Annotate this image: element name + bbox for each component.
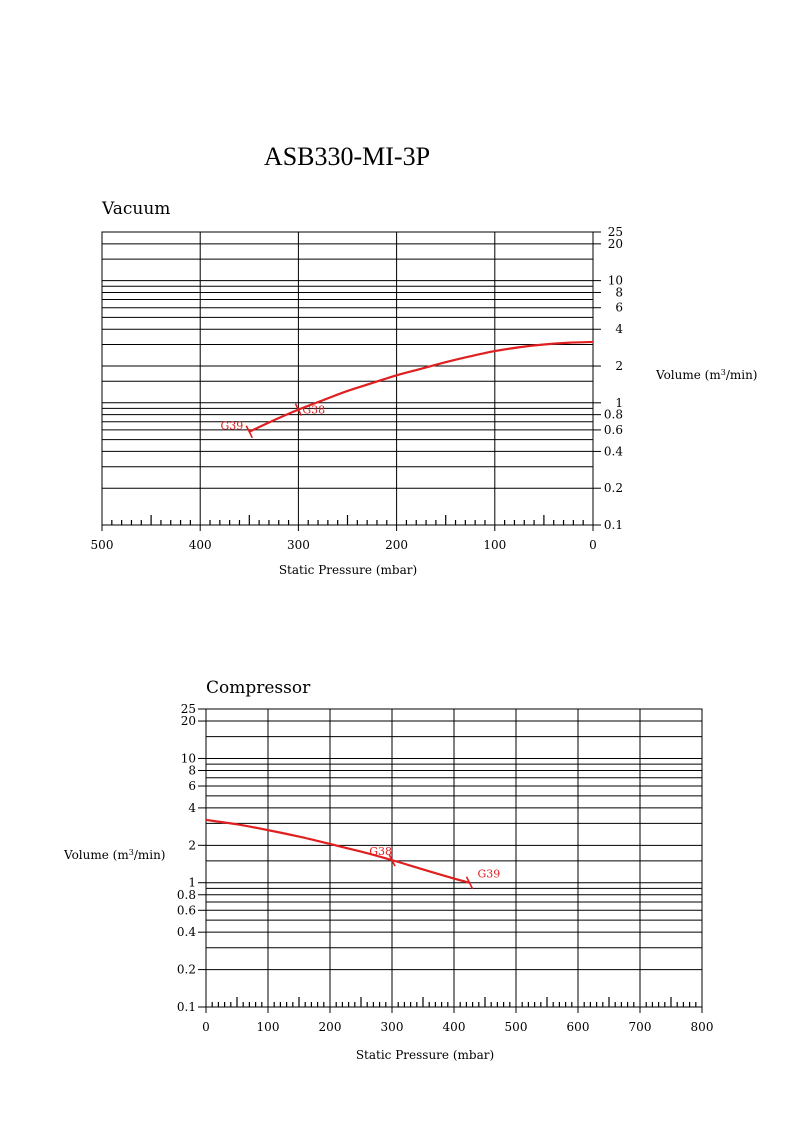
x-tick-label: 0 — [202, 1020, 210, 1034]
y-tick-label: 10 — [180, 751, 196, 766]
chart-title: Vacuum — [102, 199, 171, 219]
y-tick-label: 4 — [615, 322, 623, 337]
x-tick-label: 300 — [286, 538, 310, 552]
x-tick-label: 800 — [690, 1020, 714, 1034]
y-tick-label: 0.4 — [176, 925, 196, 940]
x-tick-label: 200 — [318, 1020, 342, 1034]
x-tick-label: 600 — [566, 1020, 590, 1034]
y-tick-label: 2 — [188, 838, 196, 853]
y-tick-label: 10 — [607, 273, 623, 288]
y-tick-label: 20 — [607, 236, 623, 251]
y-tick-label: 2 — [615, 359, 623, 374]
x-tick-label: 500 — [90, 538, 114, 552]
y-tick-label: 0.6 — [176, 903, 196, 918]
y-tick-label: 25 — [607, 225, 623, 239]
y-axis-label-prefix: Volume (m — [64, 848, 129, 862]
x-axis-label: Static Pressure (mbar) — [278, 563, 418, 577]
compressor-chart — [63, 678, 713, 1062]
annotation-label: G39 — [477, 867, 501, 881]
y-tick-label: 0.1 — [603, 518, 623, 532]
chart-title: Compressor — [206, 678, 311, 698]
x-tick-label: 200 — [385, 538, 409, 552]
x-tick-label: 0 — [589, 538, 597, 552]
x-tick-label: 500 — [504, 1020, 528, 1034]
y-tick-label: 8 — [188, 763, 196, 778]
x-tick-label: 300 — [380, 1020, 404, 1034]
x-tick-label: 400 — [188, 538, 212, 552]
y-axis-label — [655, 368, 757, 383]
x-tick-label: 100 — [256, 1020, 280, 1034]
y-axis-label — [63, 848, 165, 863]
y-tick-label: 0.8 — [603, 407, 623, 422]
y-tick-label: 6 — [188, 779, 196, 794]
y-tick-label: 6 — [615, 300, 623, 315]
page-title: ASB330-MI-3P — [263, 142, 431, 171]
y-tick-label: 20 — [180, 714, 196, 729]
y-tick-label: 25 — [180, 702, 196, 716]
series-line — [206, 820, 470, 883]
annotation-label: G38 — [369, 845, 392, 859]
y-tick-label: 0.4 — [603, 444, 623, 459]
y-axis-label-sup: 3 — [128, 847, 134, 857]
x-tick-label: 400 — [442, 1020, 466, 1034]
plot-frame — [102, 232, 593, 525]
y-axis-label-suffix: /min) — [133, 848, 166, 862]
annotation-label: G39 — [220, 419, 244, 433]
y-axis-label-prefix: Volume (m — [656, 368, 721, 382]
y-tick-label: 0.2 — [176, 962, 196, 977]
annotation-label: G38 — [302, 403, 326, 417]
x-axis-label: Static Pressure (mbar) — [355, 1048, 495, 1062]
x-tick-label: 700 — [628, 1020, 652, 1034]
y-tick-label: 1 — [615, 395, 623, 410]
y-tick-label: 0.1 — [176, 1000, 196, 1014]
y-tick-label: 0.8 — [176, 887, 196, 902]
series-line — [249, 342, 593, 432]
x-tick-label: 100 — [483, 538, 507, 552]
y-tick-label: 1 — [188, 875, 196, 890]
y-tick-label: 4 — [188, 800, 196, 815]
y-tick-label: 0.6 — [603, 422, 623, 437]
vacuum-chart — [91, 199, 758, 577]
y-tick-label: 8 — [615, 285, 623, 300]
y-axis-label-suffix: /min) — [725, 368, 758, 382]
y-tick-label: 0.2 — [603, 481, 623, 496]
y-axis-label-sup: 3 — [720, 367, 726, 377]
